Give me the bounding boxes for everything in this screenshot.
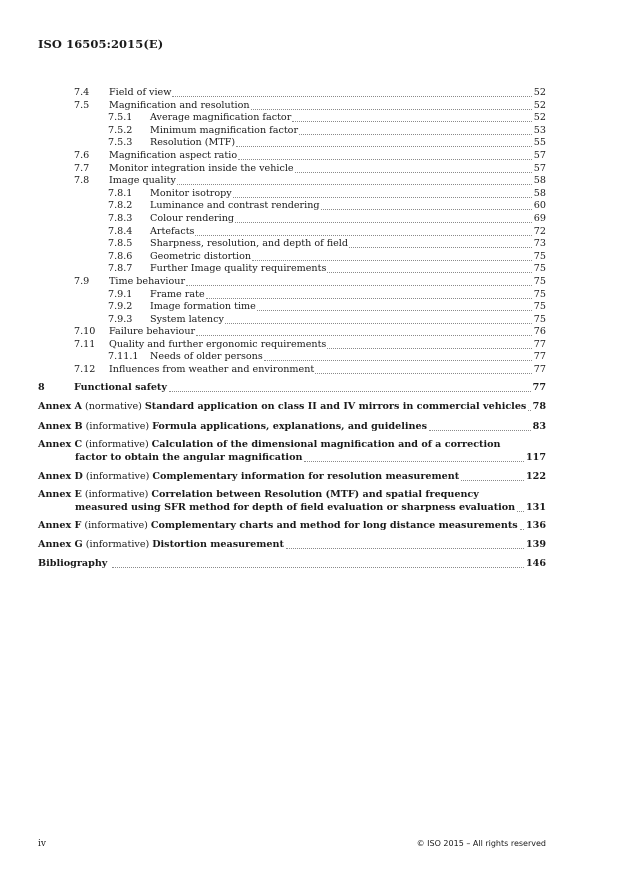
section-number: 7.8.6 — [108, 250, 133, 262]
page-ref: 146 — [525, 557, 546, 569]
entry-first-line — [38, 539, 284, 552]
toc-entry[interactable] — [38, 150, 546, 163]
toc-entry[interactable] — [38, 100, 546, 113]
page-ref: 75 — [533, 288, 546, 300]
section-number: 7.6 — [74, 149, 90, 161]
dot-leader — [172, 96, 531, 97]
section-number: 7.11 — [74, 338, 96, 350]
toc-main-entry[interactable] — [38, 520, 546, 533]
annex-label: Annex D — [38, 470, 83, 482]
annex-label: Annex B — [38, 420, 83, 432]
toc-main-entries — [38, 382, 546, 571]
entry-title: Formula applications, explanations, and guidelines — [152, 420, 427, 432]
section-title: Monitor integration inside the vehicle — [109, 162, 294, 174]
annex-type: (normative) — [85, 401, 142, 413]
page-ref: 53 — [533, 124, 546, 136]
annex-type: (informative) — [85, 439, 149, 451]
section-title: Image formation time — [150, 301, 256, 313]
section-number: 7.8.1 — [108, 187, 133, 199]
section-title: Minimum magnification factor — [150, 124, 299, 136]
section-number: 7.11.1 — [108, 351, 139, 363]
entry-first-line — [38, 439, 501, 452]
copyright-notice: © ISO 2015 – All rights reserved — [416, 839, 546, 848]
page-ref: 83 — [532, 420, 546, 432]
toc-entry[interactable] — [38, 364, 546, 377]
entry-title: Complementary charts and method for long distance measurements — [150, 520, 518, 532]
section-number: 7.5.1 — [108, 112, 133, 124]
annex-label: Annex G — [38, 539, 83, 550]
section-title: Magnification aspect ratio — [109, 149, 238, 161]
entry-first-line — [38, 558, 107, 571]
annex-type: (informative) — [85, 470, 150, 482]
dot-leader — [528, 410, 530, 411]
section-number: 7.9.2 — [108, 301, 133, 313]
toc-entry[interactable] — [38, 188, 546, 201]
page-ref: 75 — [533, 250, 546, 262]
section-title: Influences from weather and environment — [109, 364, 315, 376]
annex-type: (informative) — [85, 420, 150, 432]
page-ref: 55 — [533, 137, 546, 149]
page-ref: 77 — [533, 351, 546, 363]
section-number: 7.8.5 — [108, 238, 133, 250]
toc-entry[interactable] — [38, 112, 546, 125]
section-number: 7.10 — [74, 326, 96, 338]
dot-leader — [251, 109, 532, 110]
section-title: Quality and further ergonomic requirements — [109, 338, 327, 350]
page-ref: 122 — [525, 470, 546, 482]
entry-title: Correlation between Resolution (MTF) and spatial frequency — [151, 489, 479, 501]
section-number: 8 — [38, 381, 45, 393]
toc-entry[interactable] — [38, 301, 546, 314]
page-ref: 75 — [533, 263, 546, 275]
section-number: 7.9.3 — [108, 313, 133, 325]
dot-leader — [233, 197, 532, 198]
section-number: 7.12 — [74, 364, 96, 376]
toc-main-entry[interactable] — [38, 439, 546, 464]
dot-leader — [304, 461, 524, 462]
toc-main-entry[interactable] — [38, 421, 546, 434]
section-title: Luminance and contrast rendering — [150, 200, 320, 212]
page-ref: 57 — [533, 162, 546, 174]
dot-leader — [195, 235, 531, 236]
annex-label: Annex F — [38, 520, 82, 532]
page-ref: 72 — [533, 225, 546, 237]
entry-title: Distortion measurement — [152, 539, 284, 550]
toc-sub-entries — [38, 87, 546, 377]
entry-continuation-line — [75, 502, 515, 515]
page-ref: 73 — [533, 238, 546, 250]
dot-leader — [238, 159, 532, 160]
dot-leader — [186, 285, 532, 286]
section-title: Geometric distortion — [150, 250, 252, 262]
section-number: 7.5.3 — [108, 137, 133, 149]
annex-type: (informative) — [84, 520, 148, 532]
page-ref: 136 — [525, 520, 546, 532]
entry-title: Calculation of the dimensional magnification and of a correction — [151, 439, 501, 451]
entry-first-line — [38, 420, 427, 434]
entry-first-line — [38, 520, 518, 533]
page-ref: 60 — [533, 200, 546, 212]
toc-entry[interactable] — [38, 238, 546, 251]
page-ref: 75 — [533, 275, 546, 287]
dot-leader — [236, 146, 532, 147]
toc-entry[interactable] — [38, 276, 546, 289]
toc-entry[interactable] — [38, 263, 546, 276]
annex-label: Bibliography — [38, 557, 108, 569]
toc-main-entry[interactable] — [38, 558, 546, 571]
page-ref: 75 — [533, 301, 546, 313]
dot-leader — [292, 121, 531, 122]
page-ref: 139 — [525, 539, 546, 550]
dot-leader — [517, 511, 524, 512]
section-number: 7.8 — [74, 175, 90, 187]
section-number: 7.8.3 — [108, 212, 133, 224]
dot-leader — [327, 272, 531, 273]
toc-main-entry[interactable] — [38, 471, 546, 484]
page-ref: 77 — [533, 364, 546, 376]
section-title: Artefacts — [150, 225, 195, 237]
page-ref: 75 — [533, 313, 546, 325]
section-title: Time behaviour — [109, 275, 186, 287]
section-number: 7.9 — [74, 275, 90, 287]
page-ref: 52 — [533, 87, 546, 98]
entry-title: Functional safety — [74, 381, 167, 393]
toc-entry[interactable] — [38, 137, 546, 150]
section-title: Further Image quality requirements — [150, 263, 327, 275]
toc-main-entry[interactable] — [38, 382, 546, 395]
page-ref: 76 — [533, 326, 546, 338]
page-ref: 78 — [532, 401, 546, 413]
document-header: ISO 16505:2015(E) — [38, 37, 164, 51]
dot-leader — [257, 310, 532, 311]
section-title: Frame rate — [150, 288, 205, 300]
section-number: 7.4 — [74, 87, 90, 98]
section-number: 7.8.2 — [108, 200, 133, 212]
page-ref: 58 — [533, 175, 546, 187]
table-of-contents — [38, 87, 546, 570]
dot-leader — [196, 335, 532, 336]
annex-type: (informative) — [85, 539, 150, 550]
dot-leader — [520, 529, 524, 530]
page-ref: 69 — [533, 212, 546, 224]
dot-leader — [225, 323, 532, 324]
entry-first-line — [38, 489, 479, 502]
toc-main-entry[interactable] — [38, 539, 546, 552]
dot-leader — [112, 567, 524, 568]
dot-leader — [206, 298, 532, 299]
page-ref: 131 — [525, 501, 546, 513]
entry-title: factor to obtain the angular magnification — [75, 452, 303, 464]
dot-leader — [461, 480, 524, 481]
section-number: 7.8.4 — [108, 225, 133, 237]
toc-entry[interactable] — [38, 326, 546, 339]
toc-entry[interactable] — [38, 87, 546, 100]
section-title: Field of view — [109, 87, 172, 98]
section-title: System latency — [150, 313, 224, 325]
annex-label: Annex C — [38, 439, 83, 451]
page-ref: 77 — [532, 381, 546, 393]
section-title: Average magnification factor — [150, 112, 292, 124]
toc-main-entry[interactable] — [38, 489, 546, 514]
dot-leader — [429, 430, 531, 431]
section-title: Sharpness, resolution, and depth of field — [150, 238, 348, 250]
section-number: 7.8.7 — [108, 263, 133, 275]
section-number: 7.5.2 — [108, 124, 133, 136]
annex-type: (informative) — [84, 489, 149, 501]
page-ref: 57 — [533, 149, 546, 161]
dot-leader — [349, 247, 532, 248]
annex-label: Annex E — [38, 489, 82, 501]
section-title: Failure behaviour — [109, 326, 196, 338]
toc-entry[interactable] — [38, 163, 546, 176]
entry-title: Standard application on class II and IV mirrors in commercial vehicles — [144, 401, 527, 413]
page-ref: 117 — [525, 452, 546, 464]
entry-title: measured using SFR method for depth of field evaluation or sharpness evaluation — [75, 501, 516, 513]
toc-entry[interactable] — [38, 200, 546, 213]
dot-leader — [327, 348, 531, 349]
entry-title: Complementary information for resolution measurement — [152, 470, 460, 482]
section-title: Image quality — [109, 175, 176, 187]
dot-leader — [177, 184, 532, 185]
dot-leader — [235, 222, 532, 223]
dot-leader — [264, 360, 532, 361]
toc-entry[interactable] — [38, 251, 546, 264]
page-ref: 52 — [533, 99, 546, 111]
page-ref: 58 — [533, 187, 546, 199]
entry-first-line — [38, 381, 167, 395]
section-title: Needs of older persons — [150, 351, 263, 363]
dot-leader — [321, 209, 532, 210]
section-number: 7.9.1 — [108, 288, 133, 300]
dot-leader — [295, 172, 532, 173]
annex-label: Annex A — [38, 401, 83, 413]
toc-entry[interactable] — [38, 289, 546, 302]
dot-leader — [299, 134, 532, 135]
toc-entry[interactable] — [38, 125, 546, 138]
dot-leader — [286, 548, 524, 549]
section-title: Magnification and resolution — [109, 99, 250, 111]
toc-entry[interactable] — [38, 314, 546, 327]
toc-entry[interactable] — [38, 175, 546, 188]
page-ref: 52 — [533, 112, 546, 124]
toc-entry[interactable] — [38, 339, 546, 352]
page-number: iv — [38, 839, 46, 849]
section-title: Colour rendering — [150, 212, 235, 224]
toc-main-entry[interactable] — [38, 401, 546, 414]
dot-leader — [169, 391, 531, 392]
toc-entry[interactable] — [38, 213, 546, 226]
section-title: Resolution (MTF) — [150, 137, 236, 149]
page-ref: 77 — [533, 338, 546, 350]
section-number: 7.5 — [74, 99, 90, 111]
section-title: Monitor isotropy — [150, 187, 232, 199]
dot-leader — [315, 373, 532, 374]
section-number: 7.7 — [74, 162, 90, 174]
entry-first-line — [38, 401, 527, 414]
toc-entry[interactable] — [38, 351, 546, 364]
entry-first-line — [38, 470, 460, 484]
entry-continuation-line — [75, 452, 302, 465]
toc-entry[interactable] — [38, 226, 546, 239]
dot-leader — [252, 260, 532, 261]
